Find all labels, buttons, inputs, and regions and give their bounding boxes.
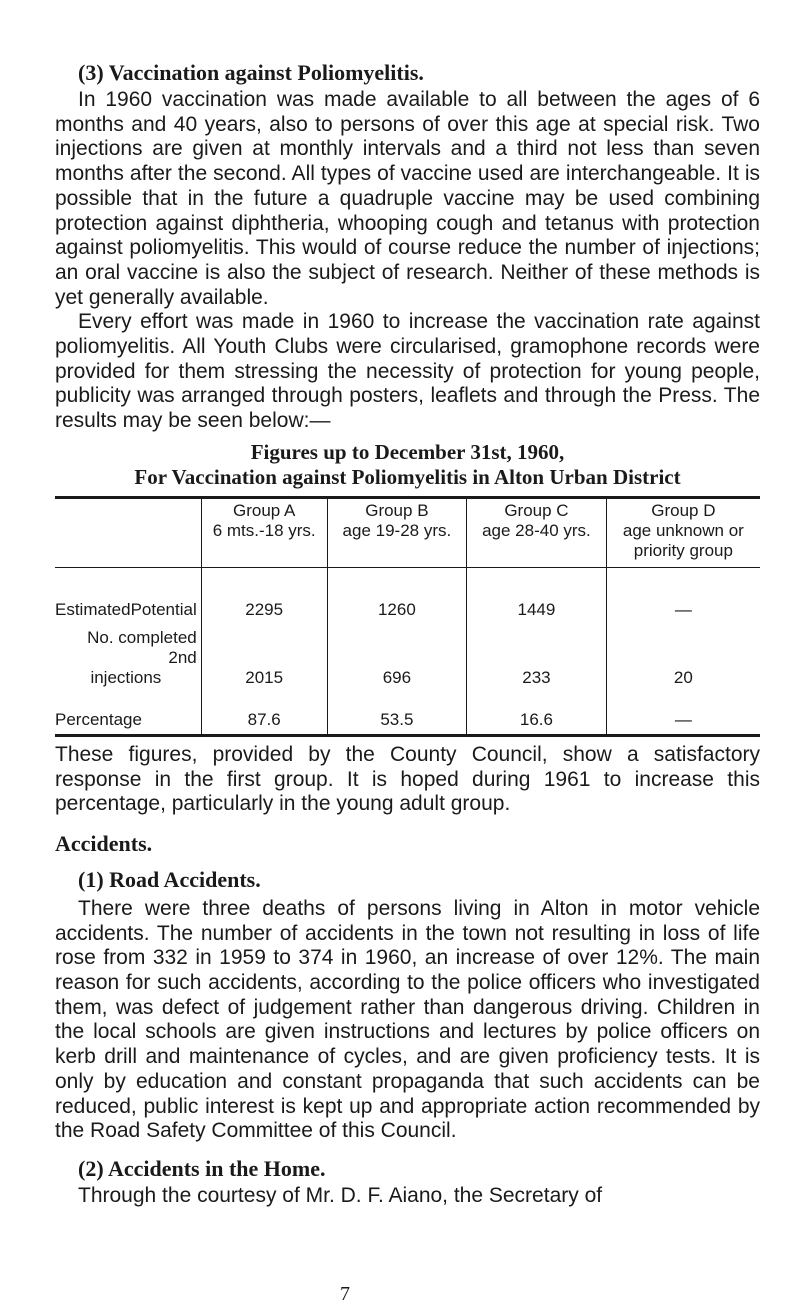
header-empty-cell bbox=[55, 497, 201, 567]
table-cell: 1260 bbox=[327, 582, 467, 624]
table-subtitle: For Vaccination against Poliomyelitis in Alton Urban District bbox=[134, 464, 681, 489]
table-header-row bbox=[55, 497, 760, 567]
header-group-d-sub: age unknown or priority group bbox=[622, 520, 744, 560]
header-group-d bbox=[606, 497, 760, 567]
paragraph-vaccination-intro: In 1960 vaccination was made available to all between the ages of 6 months and 40 years, also to persons of over this age at special risk. Two injections are given at monthly intervals and a third not less than seven months after the second. All types of vaccine used are interchangeable. It is possible that in the future a quadruple vaccine may be used combining protection against diphtheria, whooping cough and tetanus with protection against poliomyelitis. This would of course reduce the number of injections; an oral vaccine is also the subject of research. Neither of these methods is yet generally available. bbox=[55, 88, 760, 309]
table-cell: 2295 bbox=[201, 582, 327, 624]
table-title: Figures up to December 31st, 1960, bbox=[250, 439, 565, 464]
table-cell: 53.5 bbox=[327, 692, 467, 736]
document-page bbox=[55, 58, 760, 1209]
row-label: EstimatedPotential bbox=[55, 599, 197, 619]
header-group-a-sub: 6 mts.-18 yrs. bbox=[212, 520, 316, 540]
page-number: 7 bbox=[340, 1283, 350, 1305]
table-cell: 87.6 bbox=[201, 692, 327, 736]
header-group-a bbox=[201, 497, 327, 567]
table-cell: 233 bbox=[467, 624, 607, 692]
table-cell: 696 bbox=[327, 624, 467, 692]
paragraph-after-table: These figures, provided by the County Council, show a satisfactory response in the first group. It is hoped during 1961 to increase this percentage, particularly in the young adult group. bbox=[55, 742, 760, 816]
paragraph-vaccination-effort: Every effort was made in 1960 to increase the vaccination rate against poliomyelitis. All Youth Clubs were circularised, gramophone records were provided for them stressing the necessity of protection for young people, publicity was arranged through posters, leaflets and through the Press. The results may be seen below:— bbox=[55, 310, 760, 433]
section-heading-accidents: Accidents. bbox=[55, 830, 153, 856]
subheading-road-accidents: (1) Road Accidents. bbox=[78, 866, 261, 892]
table-row-percentage bbox=[55, 692, 760, 736]
paragraph-road-accidents: There were three deaths of persons living in Alton in motor vehicle accidents. The number of accidents in the town not resulting in loss of life rose from 332 in 1959 to 374 in 1960, an increase of over 12%. The main reason for such accidents, according to the police officers who investigated them, was defect of judgement rather than dangerous driving. Children in the local schools are given instructions and lectures by police officers on kerb drill and maintenance of cycles, and are given proficiency tests. It is only by education and constant propaganda that such accidents can be reduced, public interest is kept up and appropriate action recommended by the Road Safety Committee of this Council. bbox=[55, 896, 760, 1143]
row-label: Percentage bbox=[55, 709, 142, 729]
table-cell: 20 bbox=[606, 624, 760, 692]
section-heading-vaccination: (3) Vaccination against Poliomyelitis. bbox=[78, 60, 424, 85]
vaccination-table bbox=[55, 496, 760, 737]
subheading-home-accidents: (2) Accidents in the Home. bbox=[78, 1155, 326, 1181]
header-group-b-sub: age 19-28 yrs. bbox=[342, 520, 452, 540]
header-group-c-sub: age 28-40 yrs. bbox=[482, 520, 591, 540]
paragraph-home-accidents: Through the courtesy of Mr. D. F. Aiano, the Secretary of bbox=[78, 1183, 603, 1207]
table-spacer-row bbox=[55, 567, 760, 582]
header-group-a-name: Group A bbox=[232, 500, 296, 520]
row-label-line2: injections bbox=[90, 667, 162, 687]
table-cell: 16.6 bbox=[467, 692, 607, 736]
header-group-c bbox=[467, 497, 607, 567]
header-group-c-name: Group C bbox=[504, 500, 569, 520]
table-row-estimated-potential bbox=[55, 582, 760, 624]
table-row-completed-injections bbox=[55, 624, 760, 692]
header-group-b-name: Group B bbox=[365, 500, 429, 520]
table-cell: — bbox=[606, 692, 760, 736]
header-group-d-name: Group D bbox=[651, 500, 716, 520]
header-group-b bbox=[327, 497, 467, 567]
table-cell: — bbox=[606, 582, 760, 624]
row-label bbox=[55, 624, 201, 692]
table-cell: 2015 bbox=[201, 624, 327, 692]
row-label-line1: No. completed 2nd bbox=[87, 627, 197, 667]
table-cell: 1449 bbox=[467, 582, 607, 624]
